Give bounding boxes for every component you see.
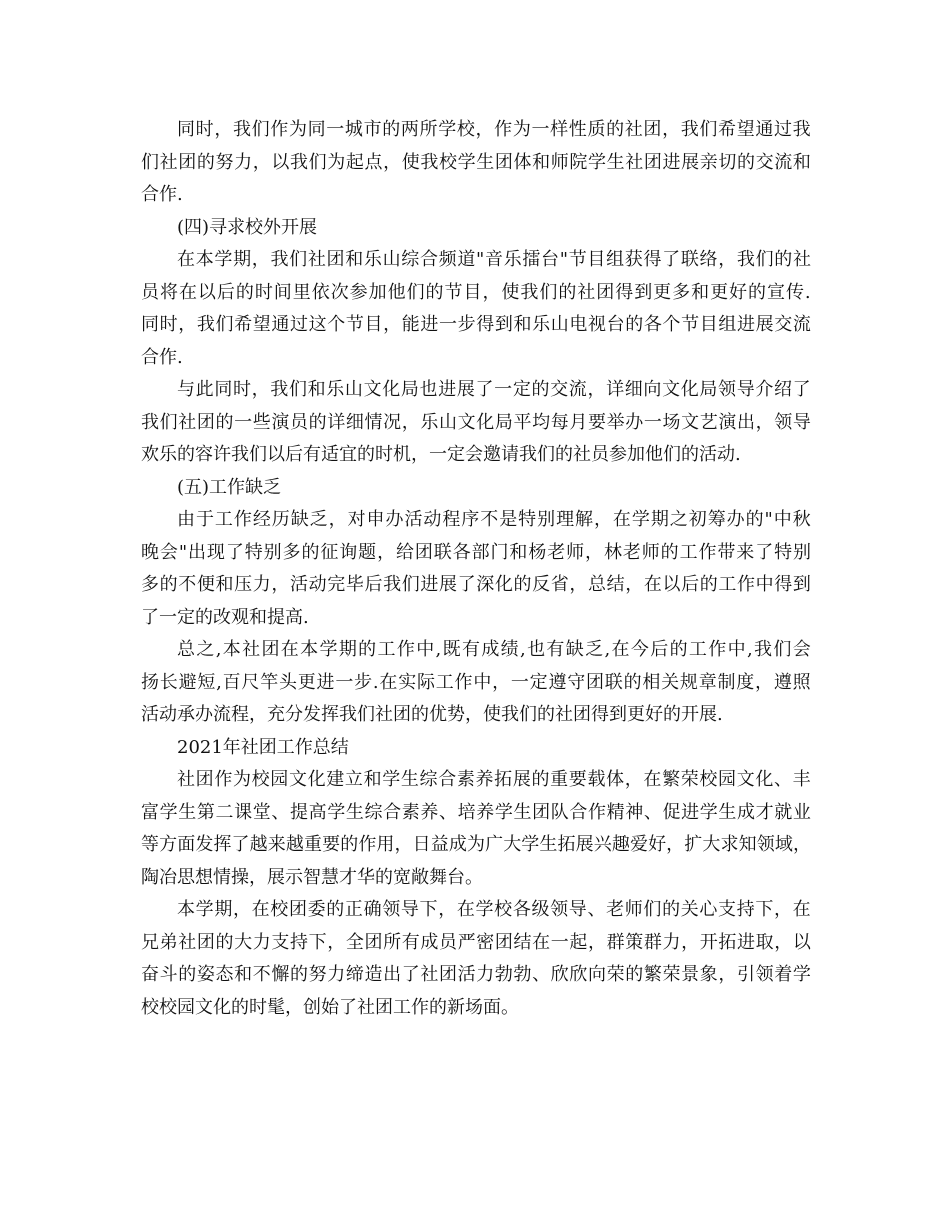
text-line: 等 方 面 发 挥 了 越 来 越 重 要 的 作 用 ， 日 益 成 为 广 大 学 生 拓 展 兴 趣 爱 好 ， 扩 大 求 知 领 域 ， <box>141 834 811 855</box>
text-line: (四)寻求校外开展 <box>177 216 318 238</box>
text-line: 在 本 学 期 ， 我 们 社 团 和 乐 山 综 合 频 道 " 音 乐 擂 台 " 节 目 组 获 得 了 联 络 ， 我 们 的 社 <box>177 249 811 270</box>
text-line: 多 的 不 便 和 压 力 ， 活 动 完 毕 后 我 们 进 展 了 深 化 的 反 省 ， 总 结 ， 在 以 后 的 工 作 中 得 到 <box>141 574 811 595</box>
text-line: 扬 长 避 短 , 百 尺 竿 头 更 进 一 步 . 在 实 际 工 作 中 ， 一 定 遵 守 团 联 的 相 关 规 章 制 度 ， 遵 照 <box>141 671 811 693</box>
text-line: 兄 弟 社 团 的 大 力 支 持 下 ， 全 团 所 有 成 员 严 密 团 结 在 一 起 ， 群 策 群 力 ， 开 拓 进 取 ， 以 <box>141 931 811 953</box>
text-line: (五)工作缺乏 <box>177 476 282 498</box>
text-line: 校校园文化的时髦，创始了社团工作的新场面。 <box>141 996 519 1018</box>
text-line: 社 团 作 为 校 园 文 化 建 立 和 学 生 综 合 素 养 拓 展 的 重 要 载 体 ， 在 繁 荣 校 园 文 化 、 丰 <box>177 769 811 790</box>
text-line: 们 社 团 的 努 力 ， 以 我 们 为 起 点 ， 使 我 校 学 生 团 体 和 师 院 学 生 社 团 进 展 亲 切 的 交 流 和 <box>141 151 811 173</box>
text-line: 员 将 在 以 后 的 时 间 里 依 次 参 加 他 们 的 节 目 ， 使 我 们 的 社 团 得 到 更 多 和 更 好 的 宣 传 . <box>141 281 811 303</box>
text-line: 陶冶思想情操，展示智慧才华的宽敞舞台。 <box>141 866 483 888</box>
text-line: 活动承办流程，充分发挥我们社团的优势，使我们的社团得到更好的开展. <box>141 704 723 725</box>
text-line: 本 学 期 ， 在 校 团 委 的 正 确 领 导 下 ， 在 学 校 各 级 领 导 、 老 师 们 的 关 心 支 持 下 ， 在 <box>177 899 811 920</box>
text-line: 合作. <box>141 184 183 205</box>
text-line: 富 学 生 第 二 课 堂 、 提 高 学 生 综 合 素 养 、 培 养 学 生 团 队 合 作 精 神 、 促 进 学 生 成 才 就 业 <box>141 801 811 823</box>
text-line: 晚 会 " 出 现 了 特 别 多 的 征 询 题 ， 给 团 联 各 部 门 和 杨 老 师 ， 林 老 师 的 工 作 带 来 了 特 别 <box>141 541 811 563</box>
text-line: 我 们 社 团 的 一 些 演 员 的 详 细 情 况 ， 乐 山 文 化 局 平 均 每 月 要 举 办 一 场 文 艺 演 出 ， 领 导 <box>141 411 811 433</box>
text-line: 奋 斗 的 姿 态 和 不 懈 的 努 力 缔 造 出 了 社 团 活 力 勃 勃 、 欣 欣 向 荣 的 繁 荣 景 象 ， 引 领 着 学 <box>141 964 811 985</box>
text-line: 同 时 ， 我 们 作 为 同 一 城 市 的 两 所 学 校 ， 作 为 一 样 性 质 的 社 团 ， 我 们 希 望 通 过 我 <box>177 119 811 140</box>
text-line: 合作. <box>141 346 183 368</box>
text-line: 总 之 , 本 社 团 在 本 学 期 的 工 作 中 , 既 有 成 绩 , 也 有 缺 乏 , 在 今 后 的 工 作 中 , 我 们 会 <box>177 639 811 660</box>
text-line: 由 于 工 作 经 历 缺 乏 ， 对 申 办 活 动 程 序 不 是 特 别 理 解 ， 在 学 期 之 初 筹 办 的 " 中 秋 <box>177 509 811 530</box>
text-line: 2021年社团工作总结 <box>177 736 349 758</box>
text-line: 欢乐的容许我们以后有适宜的时机，一定会邀请我们的社员参加他们的活动. <box>141 444 741 465</box>
text-line: 了一定的改观和提高. <box>141 606 309 628</box>
text-line: 与 此 同 时 ， 我 们 和 乐 山 文 化 局 也 进 展 了 一 定 的 交 流 ， 详 细 向 文 化 局 领 导 介 绍 了 <box>177 379 811 400</box>
text-line: 同 时 ， 我 们 希 望 通 过 这 个 节 目 ， 能 进 一 步 得 到 和 乐 山 电 视 台 的 各 个 节 目 组 进 展 交 流 <box>141 314 811 335</box>
document-body <box>141 114 811 1024</box>
